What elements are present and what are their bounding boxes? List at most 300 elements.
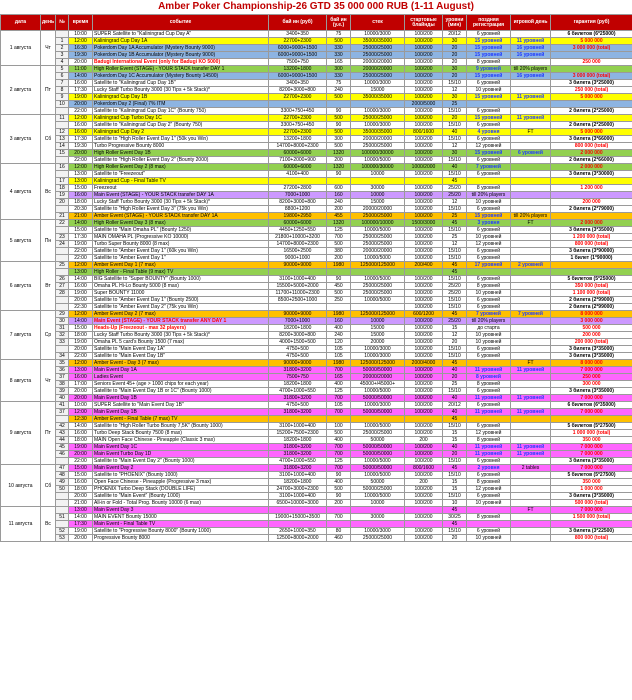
cell-lv: 45 <box>443 416 467 423</box>
cell-u: 90 <box>327 472 351 479</box>
cell-gd <box>511 493 551 500</box>
cell-u: 455 <box>327 213 351 220</box>
column-header: № <box>56 15 69 31</box>
cell-n <box>56 248 69 255</box>
cell-lr: 8 уровней <box>467 185 511 192</box>
cell-n: 11 <box>56 115 69 122</box>
cell-bl: 100/200 <box>405 423 443 430</box>
cell-u: 700 <box>327 395 351 402</box>
cell-bl: 100/200 <box>405 332 443 339</box>
cell-u: 250 <box>327 297 351 304</box>
cell-s: 20000/20000 <box>351 374 405 381</box>
cell-g: 2 билета (2*25000) <box>551 122 632 129</box>
cell-n: 18 <box>56 185 69 192</box>
cell-u: 200 <box>327 206 351 213</box>
cell-gd <box>511 192 551 199</box>
cell-u: 105 <box>327 353 351 360</box>
cell-lv: 45 <box>443 507 467 514</box>
cell-u: 460 <box>327 535 351 542</box>
column-header: время <box>69 15 93 31</box>
table-row <box>1 136 632 143</box>
cell-g: 250 000 <box>551 374 632 381</box>
cell-lr: 2 уровня <box>467 465 511 472</box>
cell-s: 15000 <box>351 87 405 94</box>
cell-gd: 11 уровней <box>511 409 551 416</box>
column-header: бай ин (руб) <box>269 15 327 31</box>
cell-lr: 17 уровней <box>467 262 511 269</box>
table-row <box>1 444 632 451</box>
cell-n <box>56 416 69 423</box>
cell-u: 1320 <box>327 164 351 171</box>
cell-gd: till 20% players <box>511 213 551 220</box>
cell-g: 3 билета (3*22500) <box>551 528 632 535</box>
cell-lr: 11 уровней <box>467 367 511 374</box>
cell-lr: 15 уровней <box>467 38 511 45</box>
cell-lv: 30 <box>443 150 467 157</box>
cell-gd: FT <box>511 360 551 367</box>
table-row <box>1 45 632 52</box>
cell-n <box>56 493 69 500</box>
cell-e: Progressive Bounty 8000 <box>93 535 269 542</box>
cell-n: 12 <box>56 129 69 136</box>
cell-lr: 8 уровней <box>467 283 511 290</box>
cell-gd <box>511 234 551 241</box>
cell-g: 800 000 (total) <box>551 535 632 542</box>
cell-s: 35000/35000 <box>351 94 405 101</box>
cell-b <box>269 304 327 311</box>
cell-s: 10000/3000 <box>351 528 405 535</box>
cell-n: 29 <box>56 311 69 318</box>
cell-t: 17:30 <box>69 87 93 94</box>
cell-s: 10000 <box>351 171 405 178</box>
table-row <box>1 507 632 514</box>
cell-t: 22:00 <box>69 108 93 115</box>
cell-b: 22700+2300 <box>269 129 327 136</box>
cell-gd <box>511 185 551 192</box>
cell-t: 22:00 <box>69 353 93 360</box>
cell-gd <box>511 199 551 206</box>
table-row <box>1 346 632 353</box>
column-header: день <box>41 15 56 31</box>
cell-lr <box>467 521 511 528</box>
cell-g: 1 000 000 (total) <box>551 430 632 437</box>
weekday-cell: Вс <box>41 164 56 220</box>
cell-n <box>56 297 69 304</box>
cell-gd <box>511 87 551 94</box>
cell-n: 42 <box>56 423 69 430</box>
table-row <box>1 332 632 339</box>
cell-lr: till 20% players <box>467 192 511 199</box>
cell-s: 10000/5000 <box>351 157 405 164</box>
cell-e: Super BOUNTY 11000 <box>93 290 269 297</box>
cell-g: 7 000 000 <box>551 451 632 458</box>
weekday-cell: Пт <box>41 66 56 115</box>
cell-bl: 100/200 <box>405 409 443 416</box>
cell-b: 7000+1000 <box>269 318 327 325</box>
cell-n: 41 <box>56 402 69 409</box>
cell-s: 10000/5000 <box>351 472 405 479</box>
cell-lr: 12 уровней <box>467 241 511 248</box>
table-row <box>1 269 632 276</box>
cell-lr: 11 уровней <box>467 395 511 402</box>
cell-n: 23 <box>56 234 69 241</box>
cell-e: Badugi International Event (only for Badugi KO 5000) <box>93 59 269 66</box>
cell-bl: 100/200 <box>405 325 443 332</box>
table-row <box>1 304 632 311</box>
cell-b: 8800+1200 <box>269 206 327 213</box>
cell-n: 49 <box>56 479 69 486</box>
cell-t: 16:00 <box>69 430 93 437</box>
cell-u: 125 <box>327 388 351 395</box>
cell-g: 250 000 (total) <box>551 87 632 94</box>
cell-e: Amber Event - Day 3 (7 max) <box>93 360 269 367</box>
cell-e: Satellite to "Amber Event Day 1" <box>93 255 269 262</box>
cell-gd <box>511 269 551 276</box>
cell-e: All-in or Fold - Total Prog. Bounty 10000 (6 max) <box>93 500 269 507</box>
cell-lv: 15/10 <box>443 171 467 178</box>
cell-e: Ladies Event <box>93 374 269 381</box>
cell-s: 10000/3000 <box>351 108 405 115</box>
cell-e: Satellite to "Kaliningrad Cup Day 1B" <box>93 80 269 87</box>
cell-s: 125000/125000 <box>351 311 405 318</box>
cell-u: 700 <box>327 514 351 521</box>
cell-e: Satellite to "Amber Event Day 2" (75k you Win) <box>93 304 269 311</box>
cell-gd <box>511 353 551 360</box>
cell-n <box>56 227 69 234</box>
cell-gd: 16 уровней <box>511 45 551 52</box>
cell-u: 500 <box>327 486 351 493</box>
cell-s: 25000/25000 <box>351 234 405 241</box>
cell-n: 4 <box>56 59 69 66</box>
cell-s: 25000/25000 <box>351 45 405 52</box>
cell-t: 17:00 <box>69 381 93 388</box>
cell-lv: 12 <box>443 143 467 150</box>
cell-g: 3 билета (3*66000) <box>551 136 632 143</box>
cell-e: Freezeout <box>93 185 269 192</box>
cell-e: Satellite to "Amber Event Day 1" (Bounty 2500) <box>93 297 269 304</box>
cell-bl: 100/200 <box>405 143 443 150</box>
cell-u: 330 <box>327 73 351 80</box>
cell-e: Satellite to "Main Omaha PL" (Bounty 1250) <box>93 227 269 234</box>
cell-u: 700 <box>327 444 351 451</box>
cell-lr: 10 уровней <box>467 87 511 94</box>
cell-lr: 6 уровней <box>467 297 511 304</box>
cell-g: 350 000 <box>551 437 632 444</box>
cell-bl: 100/200 <box>405 94 443 101</box>
cell-lr: 6 уровней <box>467 346 511 353</box>
cell-gd <box>511 388 551 395</box>
cell-e: MAIN EVENT Bounty 15000 <box>93 514 269 521</box>
cell-s: 20000/20000 <box>351 206 405 213</box>
cell-gd <box>511 255 551 262</box>
table-row <box>1 108 632 115</box>
cell-t: 15:00 <box>69 325 93 332</box>
cell-t: 12:00 <box>69 164 93 171</box>
cell-g: 800 000 (total) <box>551 143 632 150</box>
cell-e: Satellite to "Main Event Day 2" (Bounty 1000) <box>93 458 269 465</box>
cell-n: 6 <box>56 73 69 80</box>
cell-u: 90 <box>327 122 351 129</box>
cell-g: 2 000 000 <box>551 150 632 157</box>
cell-n: 24 <box>56 241 69 248</box>
column-header: гарантия (руб) <box>551 15 632 31</box>
table-row <box>1 164 632 171</box>
cell-bl: 100/200 <box>405 290 443 297</box>
cell-e: Kaliningrad Cup - Final Table TV <box>93 178 269 185</box>
cell-lr: 10 уровней <box>467 199 511 206</box>
cell-lr: 6 уровней <box>467 171 511 178</box>
cell-u: 330 <box>327 52 351 59</box>
cell-gd <box>511 143 551 150</box>
table-row <box>1 94 632 101</box>
cell-lv: 15/10 <box>443 472 467 479</box>
cell-u: 125 <box>327 227 351 234</box>
cell-bl <box>405 178 443 185</box>
cell-bl: 100/200 <box>405 353 443 360</box>
cell-gd: FT <box>511 129 551 136</box>
cell-g: 3 билета (3*35000) <box>551 458 632 465</box>
cell-s: 35000/35000 <box>351 129 405 136</box>
cell-b: 22700+2300 <box>269 38 327 45</box>
cell-bl: 100/200 <box>405 185 443 192</box>
cell-gd: 11 уровней <box>511 115 551 122</box>
cell-lr: 6 уровней <box>467 206 511 213</box>
cell-g <box>551 178 632 185</box>
cell-e: High Roller Event Day 3 (8 max) <box>93 220 269 227</box>
table-row <box>1 486 632 493</box>
cell-t: 14:00 <box>69 514 93 521</box>
cell-lr <box>467 416 511 423</box>
cell-t: 22:00 <box>69 458 93 465</box>
cell-lr: 6 уровней <box>467 304 511 311</box>
cell-gd: till 20% players <box>511 66 551 73</box>
cell-lv: 25/20 <box>443 290 467 297</box>
cell-n: 20 <box>56 199 69 206</box>
cell-gd: 2 tables <box>511 465 551 472</box>
cell-u <box>327 521 351 528</box>
cell-s: 100000/30000 <box>351 164 405 171</box>
cell-lv: 25 <box>443 381 467 388</box>
cell-t: 14:00 <box>69 276 93 283</box>
cell-s: 25000/25000 <box>351 143 405 150</box>
cell-lr: 4 уровня <box>467 129 511 136</box>
cell-e: BIG Satellite to "Super BOUNTY" (Bounty 1000) <box>93 276 269 283</box>
cell-u <box>327 507 351 514</box>
table-row <box>1 423 632 430</box>
cell-bl: 100/200 <box>405 45 443 52</box>
table-row <box>1 59 632 66</box>
cell-gd <box>511 458 551 465</box>
cell-n: 10 <box>56 101 69 108</box>
date-cell: 11 августа <box>1 507 41 542</box>
cell-lv: 25 <box>443 234 467 241</box>
cell-t: 13:00 <box>69 171 93 178</box>
cell-lr: 10 уровней <box>467 339 511 346</box>
cell-b: 60000+6000 <box>269 150 327 157</box>
cell-t: 15:00 <box>69 227 93 234</box>
table-row <box>1 122 632 129</box>
cell-e: Amber Event Day 2 (7 max) <box>93 311 269 318</box>
cell-s: 10000/3000 <box>351 402 405 409</box>
cell-lv: 15/10 <box>443 227 467 234</box>
cell-t: 19:00 <box>69 290 93 297</box>
cell-gd <box>511 472 551 479</box>
cell-u: 80 <box>327 528 351 535</box>
cell-g: 300 000 <box>551 381 632 388</box>
cell-u: 1980 <box>327 311 351 318</box>
cell-u: 90 <box>327 276 351 283</box>
cell-u <box>327 101 351 108</box>
cell-lr: 8 уровней <box>467 514 511 521</box>
cell-u: 300 <box>327 66 351 73</box>
cell-g: 1 000 000 <box>551 486 632 493</box>
cell-lv: 15/10 <box>443 353 467 360</box>
cell-b: 3100+1000+400 <box>269 276 327 283</box>
cell-u: 90 <box>327 108 351 115</box>
cell-lr: 10 уровней <box>467 290 511 297</box>
cell-s: 25000/25000 <box>351 290 405 297</box>
cell-n <box>56 157 69 164</box>
cell-lv: 45 <box>443 360 467 367</box>
cell-b: 22700+2300 <box>269 115 327 122</box>
cell-t: 13:00 <box>69 367 93 374</box>
cell-e: Lucky Staff Turbo Bounty 3000 (30 Tips + 5k Stack)* <box>93 332 269 339</box>
cell-t: 12:00 <box>69 311 93 318</box>
table-row <box>1 388 632 395</box>
cell-gd <box>511 297 551 304</box>
table-row <box>1 514 632 521</box>
cell-lr: till 20% players <box>467 318 511 325</box>
cell-lr <box>467 507 511 514</box>
cell-t: 20:30 <box>69 206 93 213</box>
cell-g: 5 000 000 <box>551 38 632 45</box>
cell-t: 15:00 <box>69 465 93 472</box>
cell-s: 25000/25000 <box>351 283 405 290</box>
cell-n: 43 <box>56 430 69 437</box>
cell-t: 20:00 <box>69 535 93 542</box>
table-row <box>1 276 632 283</box>
cell-u: 75 <box>327 31 351 38</box>
cell-b: 24700+3000+2300 <box>269 486 327 493</box>
cell-bl: 100/200 <box>405 486 443 493</box>
cell-gd <box>511 80 551 87</box>
table-row <box>1 101 632 108</box>
cell-t: 21:00 <box>69 213 93 220</box>
cell-s: 10000 <box>351 500 405 507</box>
table-row <box>1 451 632 458</box>
cell-n: 37 <box>56 409 69 416</box>
cell-lv: 12 <box>443 332 467 339</box>
cell-t: 10:00 <box>69 31 93 38</box>
cell-bl: 100/200 <box>405 346 443 353</box>
cell-bl: 100/200 <box>405 493 443 500</box>
cell-lv: 20 <box>443 339 467 346</box>
cell-n: 9 <box>56 94 69 101</box>
cell-lr: 15 уровней <box>467 213 511 220</box>
cell-g: 350 000 <box>551 479 632 486</box>
cell-b: 22700+2300 <box>269 94 327 101</box>
page-title: Amber Poker Championship-26 GTD 35 000 000 RUB (1-11 August) <box>158 1 474 12</box>
cell-s: 25000/25000 <box>351 52 405 59</box>
cell-bl: 100/200 <box>405 388 443 395</box>
cell-b: 31800+3200 <box>269 395 327 402</box>
cell-g: 7 000 000 <box>551 507 632 514</box>
cell-b: 16500+2500 <box>269 248 327 255</box>
cell-b: 4700+1000+550 <box>269 458 327 465</box>
cell-g: 2 билета (2*79000) <box>551 206 632 213</box>
cell-bl: 100/200 <box>405 381 443 388</box>
cell-lr: 15 уровней <box>467 52 511 59</box>
cell-e: Main Event Day 1B <box>93 395 269 402</box>
cell-b <box>269 101 327 108</box>
cell-t: 22:00 <box>69 248 93 255</box>
cell-n: 1 <box>56 38 69 45</box>
cell-g: 2 000 000 <box>551 164 632 171</box>
cell-bl <box>405 269 443 276</box>
cell-g: 7 000 000 <box>551 465 632 472</box>
cell-s: 15000 <box>351 199 405 206</box>
cell-u: 500 <box>327 38 351 45</box>
cell-n: 32 <box>56 332 69 339</box>
cell-s: 10000/5000 <box>351 493 405 500</box>
cell-gd <box>511 157 551 164</box>
cell-gd <box>511 206 551 213</box>
table-row <box>1 171 632 178</box>
table-row <box>1 115 632 122</box>
cell-lr: 6 уровней <box>467 276 511 283</box>
cell-lv: 45 <box>443 178 467 185</box>
cell-b: 4100+400 <box>269 171 327 178</box>
cell-u: 105 <box>327 402 351 409</box>
cell-n: 30 <box>56 318 69 325</box>
cell-t: 19:00 <box>69 528 93 535</box>
cell-s: 30000 <box>351 514 405 521</box>
cell-u: 160 <box>327 192 351 199</box>
cell-n <box>56 507 69 514</box>
table-row <box>1 437 632 444</box>
table-row <box>1 31 632 38</box>
cell-bl: 200 <box>405 479 443 486</box>
cell-b: 90000+9000 <box>269 360 327 367</box>
cell-b: 6000+9000+1500 <box>269 73 327 80</box>
cell-lv: 40 <box>443 367 467 374</box>
cell-s: 10000/3000 <box>351 346 405 353</box>
cell-g: 7 000 000 <box>551 409 632 416</box>
column-header: стек <box>351 15 405 31</box>
cell-lv: 40 <box>443 164 467 171</box>
cell-u: 125 <box>327 458 351 465</box>
cell-bl: 1000/2000 <box>405 164 443 171</box>
cell-bl: 100/200 <box>405 255 443 262</box>
cell-e: High Roller Event (STAGE) - YOUR STACK transfer DAY 1 <box>93 66 269 73</box>
cell-t: 12:00 <box>69 262 93 269</box>
cell-s <box>351 269 405 276</box>
cell-gd <box>511 479 551 486</box>
cell-t: 19:00 <box>69 444 93 451</box>
cell-lr <box>467 101 511 108</box>
cell-lr: 15 уровней <box>467 73 511 80</box>
cell-u: 500 <box>327 129 351 136</box>
cell-bl: 100/200 <box>405 500 443 507</box>
cell-s: 10000/5000 <box>351 227 405 234</box>
cell-s <box>351 178 405 185</box>
cell-t: 13:00 <box>69 507 93 514</box>
cell-u: 160 <box>327 318 351 325</box>
cell-n <box>56 31 69 38</box>
cell-s: 125000/125000 <box>351 262 405 269</box>
cell-e: Satellite to "PHOENIX" (Bounty 1000) <box>93 472 269 479</box>
cell-g: 5 000 000 <box>551 129 632 136</box>
